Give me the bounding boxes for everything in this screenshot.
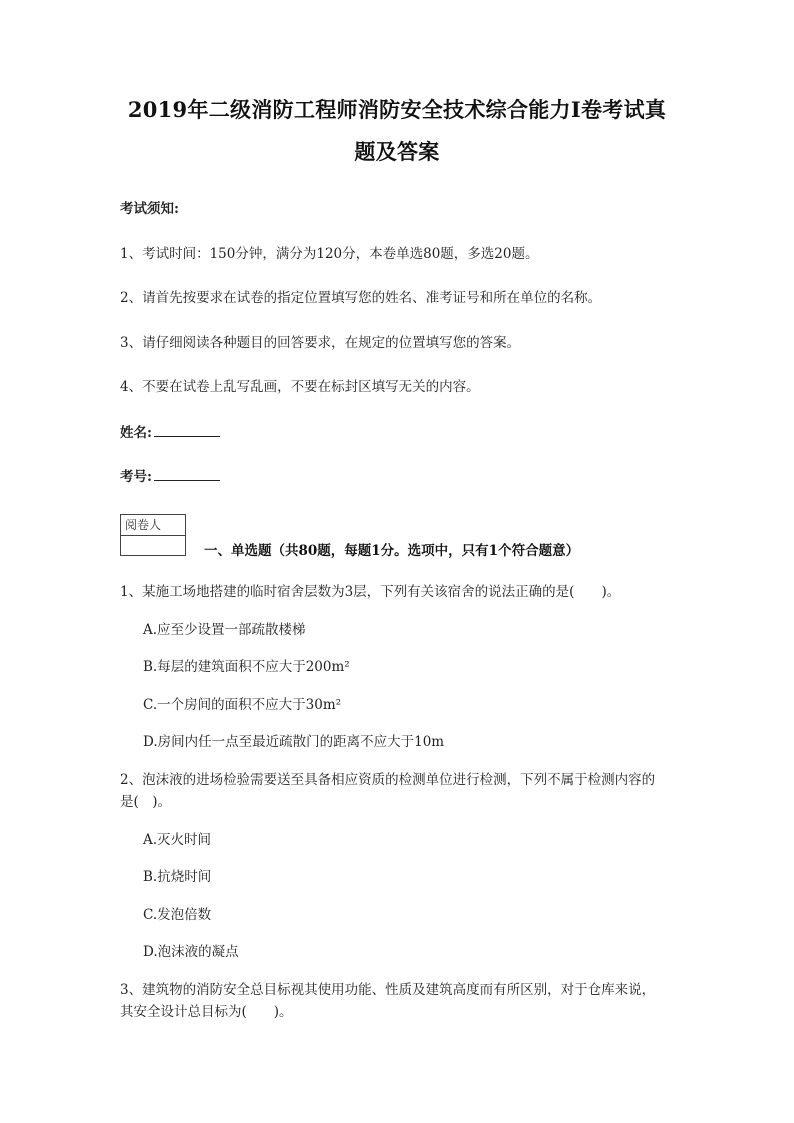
notice-item-3: 3、请仔细阅读各种题目的回答要求，在规定的位置填写您的答案。 — [120, 335, 521, 351]
name-blank[interactable] — [154, 422, 220, 437]
question-3-stem-line-2: 其安全设计总目标为( )。 — [120, 1004, 293, 1020]
exam-id-field[interactable] — [120, 466, 220, 487]
document-title-line-2: 题及答案 — [354, 139, 440, 164]
notice-item-4: 4、不要在试卷上乱写乱画，不要在标封区填写无关的内容。 — [120, 379, 480, 395]
question-2-option-b: B.抗烧时间 — [143, 869, 212, 885]
question-2-option-c: C.发泡倍数 — [143, 907, 212, 923]
reviewer-box — [120, 514, 186, 556]
question-2-stem-line-1: 2、泡沫液的进场检验需要送至具备相应资质的检测单位进行检测，下列不属于检测内容的 — [120, 772, 656, 788]
question-2-option-a: A.灭火时间 — [143, 832, 212, 848]
document-title-line-1: 2019年二级消防工程师消防安全技术综合能力I卷考试真 — [127, 97, 667, 122]
section-heading: 一、单选题（共80题，每题1分。选项中，只有1个符合题意） — [204, 543, 580, 559]
question-1-option-a: A.应至少设置一部疏散楼梯 — [143, 622, 306, 638]
reviewer-label: 阅卷人 — [121, 515, 185, 536]
notice-item-2: 2、请首先按要求在试卷的指定位置填写您的姓名、准考证号和所在单位的名称。 — [120, 290, 602, 306]
exam-id-blank[interactable] — [154, 466, 220, 481]
question-2-stem-line-2: 是( )。 — [120, 794, 172, 810]
question-1-stem: 1、某施工场地搭建的临时宿舍层数为3层，下列有关该宿舍的说法正确的是( )。 — [120, 584, 621, 600]
notice-heading: 考试须知: — [120, 201, 179, 217]
question-1-option-c: C.一个房间的面积不应大于30m² — [143, 697, 342, 713]
exam-id-field-label: 考号: — [120, 469, 152, 485]
name-field[interactable] — [120, 422, 220, 443]
question-1-option-d: D.房间内任一点至最近疏散门的距离不应大于10m — [143, 734, 445, 750]
notice-item-1: 1、考试时间：150分钟，满分为120分，本卷单选80题，多选20题。 — [120, 246, 539, 262]
question-3-stem-line-1: 3、建筑物的消防安全总目标视其使用功能、性质及建筑高度而有所区别，对于仓库来说， — [120, 982, 656, 998]
question-1-option-b: B.每层的建筑面积不应大于200m² — [143, 659, 350, 675]
question-2-option-d: D.泡沫液的凝点 — [143, 944, 239, 960]
name-field-label: 姓名: — [120, 425, 152, 441]
